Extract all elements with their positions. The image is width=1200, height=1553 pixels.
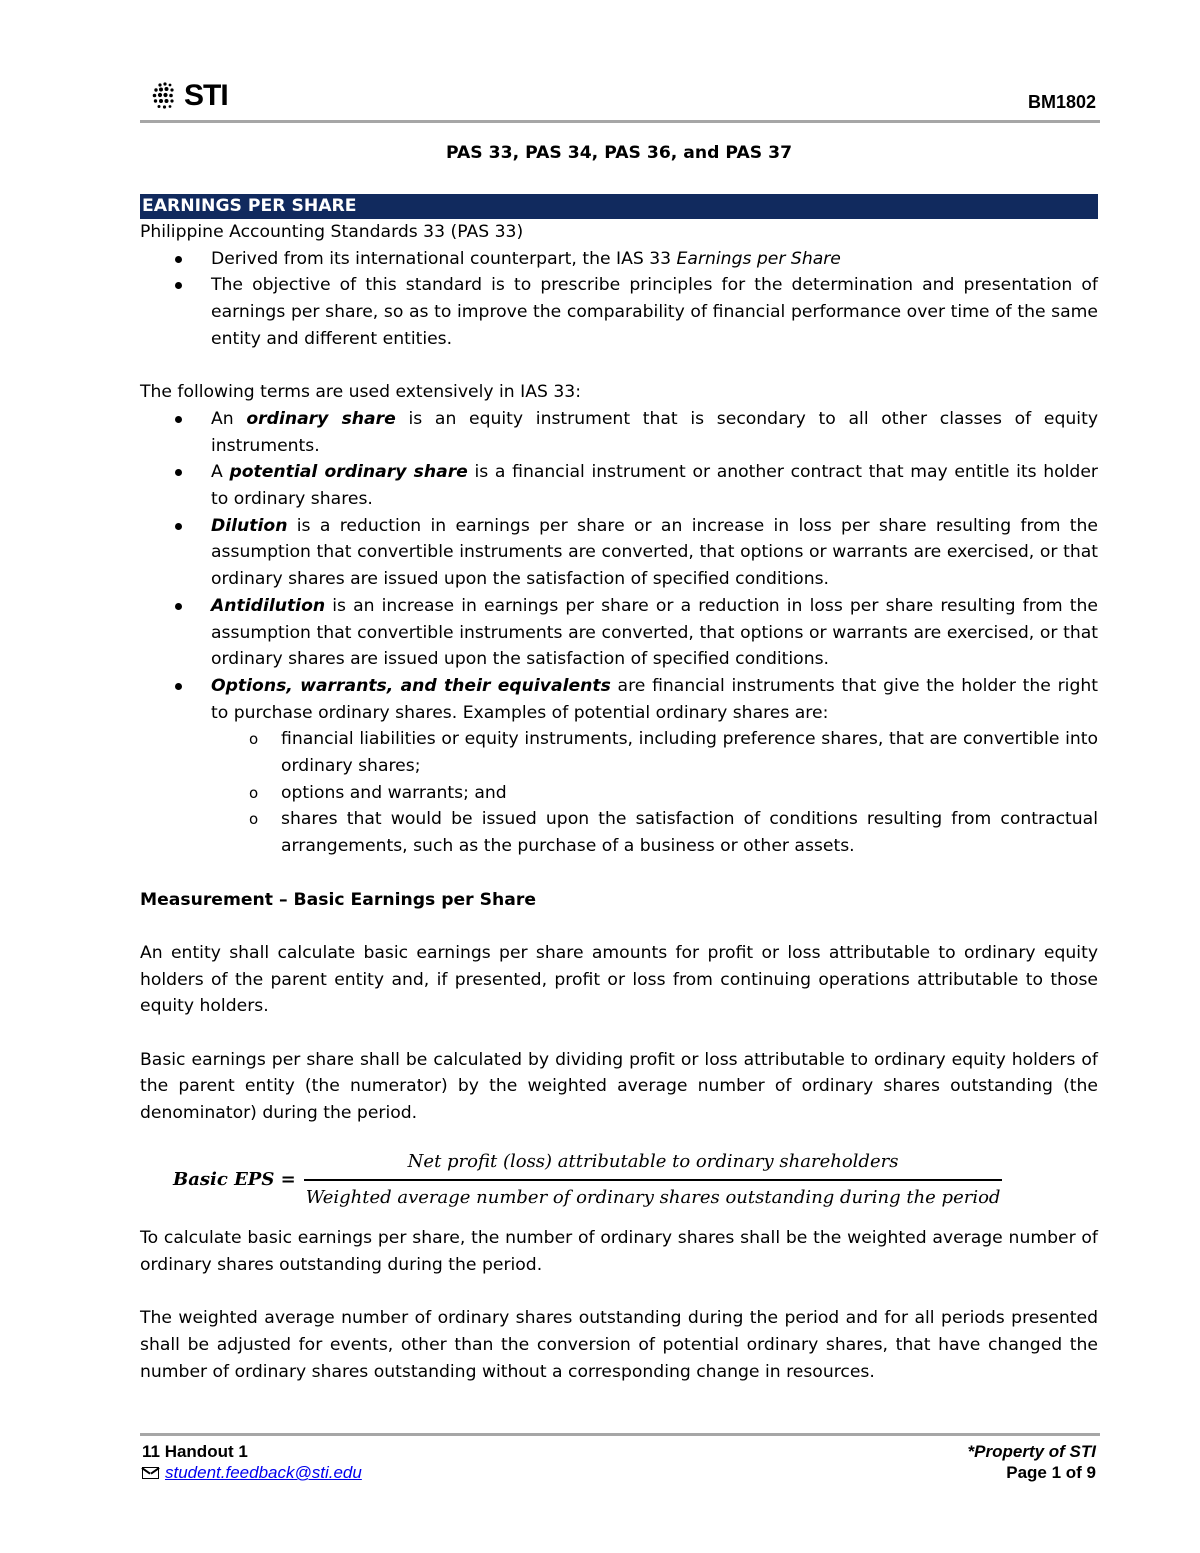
formula-denominator: Weighted average number of ordinary shares outstanding during the period [305,1186,1001,1208]
footer-divider [140,1433,1100,1436]
sti-logo [150,76,228,116]
feedback-email-link[interactable]: student.feedback@sti.edu [165,1463,362,1482]
measurement-heading: Measurement – Basic Earnings per Share [140,889,536,910]
paragraph: The weighted average number of ordinary shares outstanding during the period and for all periods presented shall be adjusted for events, other than the conversion of potential ordinary shares, that have changed the number of ordinary shares outstanding without a corresponding change in resources. [140,1308,1098,1382]
document-body [140,140,1098,1385]
examples-list [140,726,1098,860]
term-item: Options, warrants, and their equivalents are financial instruments that give the holder the right to purchase ordinary shares. Examples of potential ordinary shares are: [140,673,1098,726]
list-item: The objective of this standard is to prescribe principles for the determination and presentation of earnings per share, so as to improve the comparability of financial performance over time of the same entity and different entities. [140,272,1098,352]
globe-logo-icon [150,79,184,113]
logo-wordmark: STI [184,79,228,112]
footer-right [968,1441,1096,1483]
term-item: An ordinary share is an equity instrument that is secondary to all other classes of equity instruments. [140,406,1098,459]
formula-lhs: Basic EPS = [173,1168,296,1190]
term-item: Antidilution is an increase in earnings per share or a reduction in loss per share resulting from the assumption that convertible instruments are converted, that options or warrants are exercised, or that ordinary shares are issued upon the satisfaction of specified conditions. [140,593,1098,673]
handout-label: 11 Handout 1 [142,1442,248,1461]
term-item: A potential ordinary share is a financial instrument or another contract that may entitle its holder to ordinary shares. [140,459,1098,512]
document-title: PAS 33, PAS 34, PAS 36, and PAS 37 [445,143,793,163]
footer-left [142,1441,362,1483]
list-item: Derived from its international counterpart, the IAS 33 Earnings per Share [140,246,1098,273]
header-divider [140,120,1100,123]
paragraph: An entity shall calculate basic earnings per share amounts for profit or loss attributable to ordinary equity holders of the parent entity and, if presented, profit or loss from continuing operations attributable to those equity holders. [140,942,1098,1017]
list-item: o financial liabilities or equity instruments, including preference shares, that are convertible into ordinary shares; [140,726,1098,779]
term-item: Dilution is a reduction in earnings per share or an increase in loss per share resulting from the assumption that convertible instruments are converted, that options or warrants are exercised, or that ordinary shares are issued upon the satisfaction of specified conditions. [140,513,1098,593]
page-number: Page 1 of 9 [1006,1463,1096,1482]
basic-eps-formula [173,1149,1098,1211]
list-item: o options and warrants; and [140,780,1098,807]
property-notice: *Property of STI [967,1442,1096,1461]
section-heading: EARNINGS PER SHARE [140,194,1098,219]
list-item: o shares that would be issued upon the satisfaction of conditions resulting from contractual arrangements, such as the purchase of a business or other assets. [140,806,1098,859]
formula-fraction [304,1149,1003,1211]
terms-intro: The following terms are used extensively in IAS 33: [140,382,581,403]
standard-name: Philippine Accounting Standards 33 (PAS 33) [140,222,524,242]
paragraph: To calculate basic earnings per share, the number of ordinary shares shall be the weighted average number of ordinary shares outstanding during the period. [140,1228,1098,1275]
envelope-icon [142,1467,159,1479]
formula-numerator: Net profit (loss) attributable to ordinary shareholders [304,1149,1003,1181]
paragraph: Basic earnings per share shall be calculated by dividing profit or loss attributable to ordinary equity holders of the parent entity (the numerator) by the weighted average number of ordinary shares outstanding (the denominator) during the period. [140,1049,1098,1124]
course-code: BM1802 [1027,92,1096,112]
intro-bullet-list [140,246,1098,353]
terms-list [140,406,1098,726]
